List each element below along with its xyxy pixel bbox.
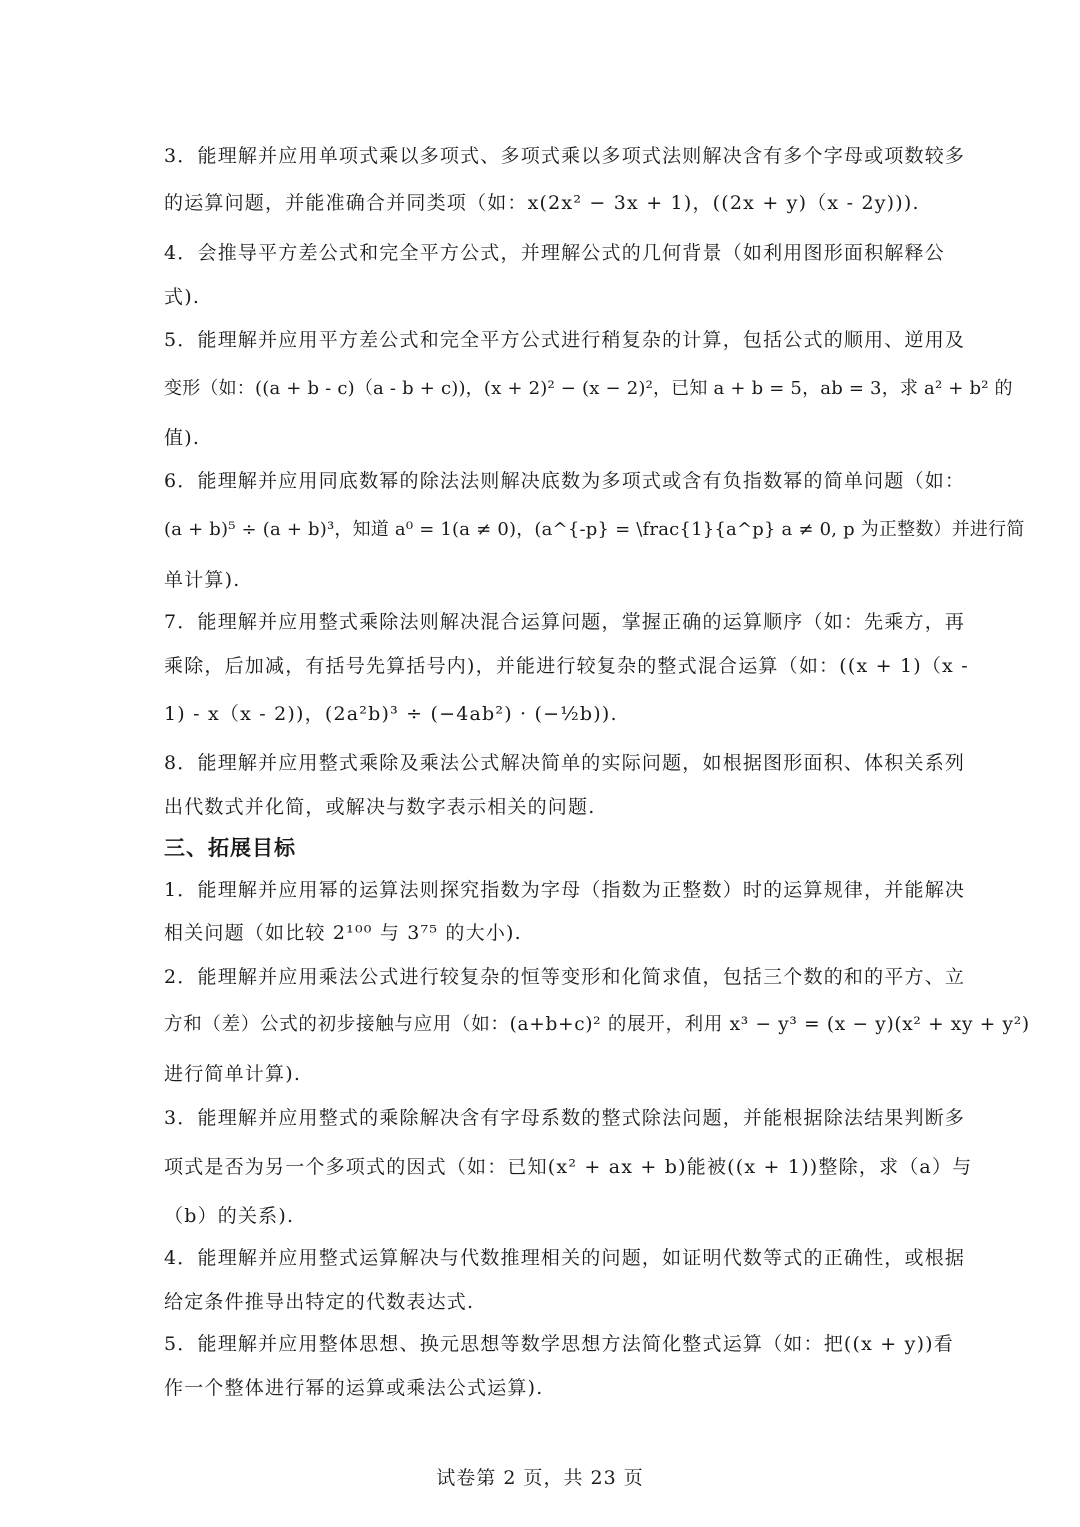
item-5-line-2: 变形（如：((a + b - c)（a - b + c))，(x + 2)² − (x − 2)²，已知 a + b = 5，ab = 3，求 a² + b² 的	[164, 378, 1013, 399]
item-4-line-2: 式).	[164, 286, 201, 308]
extension-5-line-2: 作一个整体进行幂的运算或乘法公式运算).	[164, 1377, 544, 1399]
item-6-line-2: (a + b)⁵ ÷ (a + b)³，知道 a⁰ = 1(a ≠ 0)，(a^{-p} = \frac{1}{a^p} a ≠ 0, p 为正整数）并进行简	[164, 519, 1025, 540]
extension-4-line-2: 给定条件推导出特定的代数表达式.	[164, 1291, 475, 1313]
item-8-line-2: 出代数式并化简，或解决与数字表示相关的问题.	[164, 796, 596, 818]
item-8-line-1: 8．能理解并应用整式乘除及乘法公式解决简单的实际问题，如根据图形面积、体积关系列	[164, 752, 966, 774]
extension-2-line-1: 2．能理解并应用乘法公式进行较复杂的恒等变形和化简求值，包括三个数的和的平方、立	[164, 966, 966, 988]
extension-5-line-1: 5．能理解并应用整体思想、换元思想等数学思想方法简化整式运算（如：把((x + y))看	[164, 1333, 954, 1355]
extension-3-line-2: 项式是否为另一个多项式的因式（如：已知(x² + ax + b)能被((x + 1))整除，求（a）与	[164, 1156, 973, 1178]
extension-4-line-1: 4．能理解并应用整式运算解决与代数推理相关的问题，如证明代数等式的正确性，或根据	[164, 1247, 966, 1269]
item-7-line-2: 乘除，后加减，有括号先算括号内)，并能进行较复杂的整式混合运算（如：((x + 1)（x -	[164, 655, 969, 677]
extension-3-line-3: （b）的关系).	[164, 1205, 295, 1227]
page-footer: 试卷第 2 页，共 23 页	[436, 1467, 644, 1489]
extension-1-line-2: 相关问题（如比较 2¹⁰⁰ 与 3⁷⁵ 的大小).	[164, 922, 522, 944]
extension-2-line-3: 进行简单计算).	[164, 1063, 302, 1085]
extension-1-line-1: 1．能理解并应用幂的运算法则探究指数为字母（指数为正整数）时的运算规律，并能解决	[164, 879, 966, 901]
section-3-heading: 三、拓展目标	[164, 836, 296, 860]
item-3-line-2: 的运算问题，并能准确合并同类项（如：x(2x² − 3x + 1)，((2x + y)（x - 2y))).	[164, 192, 920, 214]
item-5-line-3: 值).	[164, 427, 201, 449]
extension-2-line-2: 方和（差）公式的初步接触与应用（如：(a+b+c)² 的展开，利用 x³ − y³ = (x − y)(x² + xy + y²)	[164, 1014, 1030, 1035]
item-4-line-1: 4．会推导平方差公式和完全平方公式，并理解公式的几何背景（如利用图形面积解释公	[164, 242, 945, 264]
extension-3-line-1: 3．能理解并应用整式的乘除解决含有字母系数的整式除法问题，并能根据除法结果判断多	[164, 1107, 966, 1129]
item-7-line-1: 7．能理解并应用整式乘除法则解决混合运算问题，掌握正确的运算顺序（如：先乘方，再	[164, 611, 966, 633]
item-5-line-1: 5．能理解并应用平方差公式和完全平方公式进行稍复杂的计算，包括公式的顺用、逆用及	[164, 329, 966, 351]
item-6-line-3: 单计算).	[164, 569, 241, 591]
item-3-line-1: 3．能理解并应用单项式乘以多项式、多项式乘以多项式法则解决含有多个字母或项数较多	[164, 145, 966, 167]
item-6-line-1: 6．能理解并应用同底数幂的除法法则解决底数为多项式或含有负指数幂的简单问题（如：	[164, 470, 966, 492]
item-7-line-3: 1) - x（x - 2))，(2a²b)³ ÷ (−4ab²) · (−½b)).	[164, 703, 618, 725]
